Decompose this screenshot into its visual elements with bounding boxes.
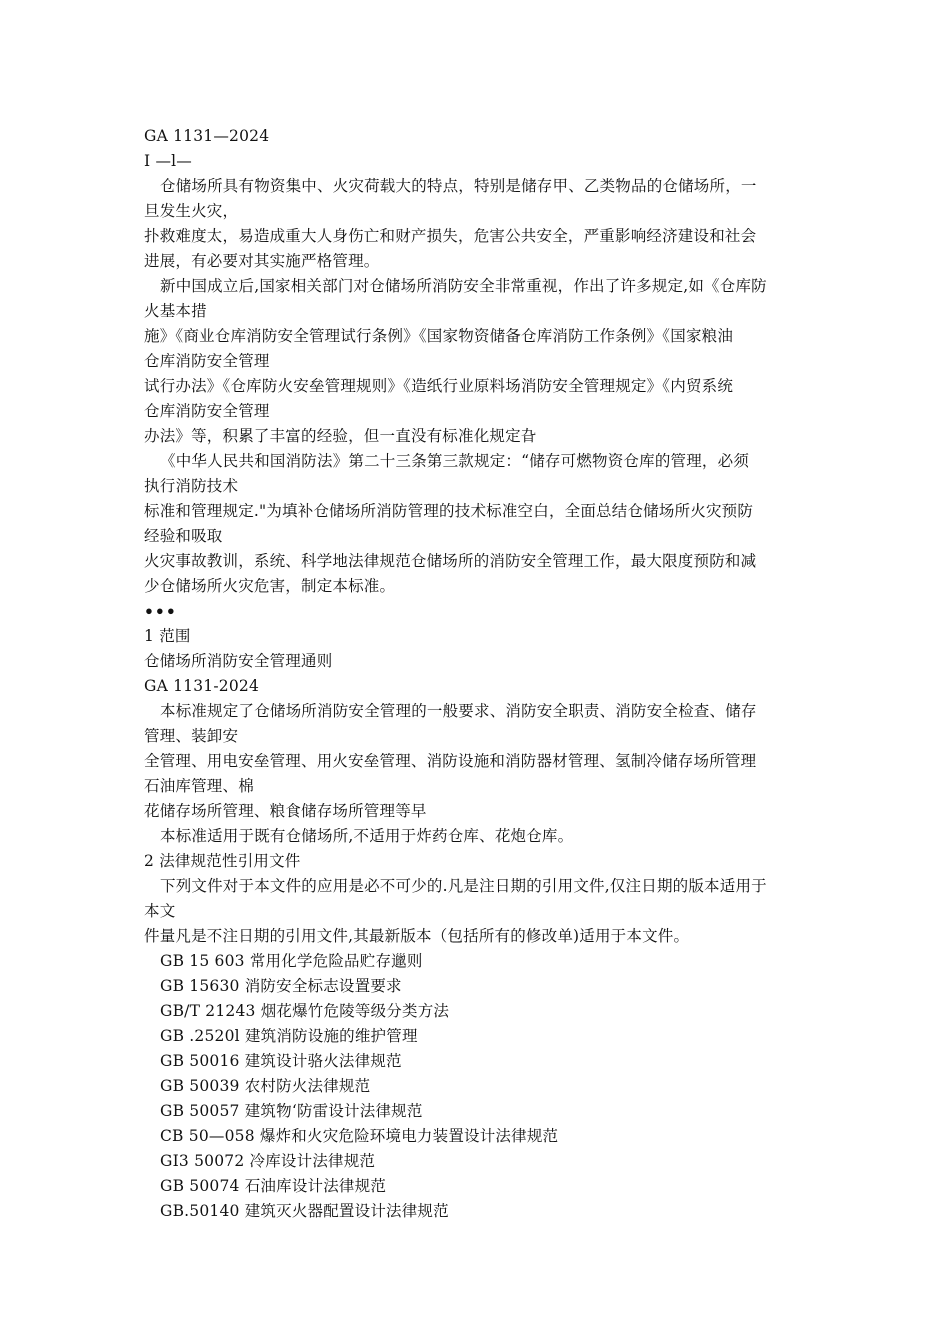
text-line: GB .2520l 建筑消防设施的维护管理 [160, 1027, 418, 1045]
text-line: 管理、装卸安 [144, 727, 239, 745]
text-line: GB 50016 建筑设计骆火法律规范 [160, 1052, 402, 1070]
text-line: CB 50—058 爆炸和火灾危险环境电力装置设计法律规范 [160, 1127, 559, 1145]
text-line: GB/T 21243 烟花爆竹危陵等级分类方法 [160, 1002, 450, 1020]
text-line: 仓库消防安全管理 [144, 352, 270, 370]
text-line: GB 50074 石油库设计法律规范 [160, 1177, 387, 1195]
text-line: GB 50057 建筑物‘防雷设计法律规范 [160, 1102, 423, 1120]
text-line: 新中国成立后,国家相关部门对仓储场所消防安全非常重视，作出了许多规定,如《仓库防 [160, 277, 767, 295]
text-line: 本文 [144, 902, 176, 920]
text-line: 件量凡是不注日期的引用文件,其最新版本（包括所有的修改单)适用于本文件。 [144, 927, 690, 945]
text-line: 本标准规定了仓储场所消防安全管理的一般要求、消防安全职责、消防安全检查、储存 [160, 702, 757, 720]
text-line: 办法》等，积累了丰富的经验，但一直没有标准化规定旮 [144, 427, 537, 445]
text-line: 扑救难度太，易造成重大人身伤亡和财产损失，危害公共安全，严重影响经济建设和社会 [144, 227, 757, 245]
text-line: 火基本措 [144, 302, 207, 320]
text-line: 仓储场所具有物资集中、火灾荷载大的特点，特别是储存甲、乙类物品的仓储场所，一 [160, 177, 757, 195]
document-page [144, 124, 810, 1224]
text-line: 执行消防技术 [144, 477, 239, 495]
text-line: 少仓储场所火灾危害，制定本标准。 [144, 577, 396, 595]
text-line: 试行办法》《仓库防火安垒管理规则》《造纸行业原料场消防安全管理规定》《内贸系统 [144, 377, 734, 395]
text-line: GA 1131-2024 [144, 677, 260, 695]
text-line: 《中华人民共和国消防法》第二十三条第三款规定：“储存可燃物资仓库的管理，必须 [160, 452, 750, 470]
text-line: 火灾事故教训，系统、科学地法律规范仓储场所的消防安全管理工作，最大限度预防和减 [144, 552, 757, 570]
text-line: GB 50039 农村防火法律规范 [160, 1077, 371, 1095]
text-line: I —l— [144, 152, 193, 170]
text-line: 仓库消防安全管理 [144, 402, 270, 420]
text-line: 本标准适用于既有仓储场所,不适用于炸药仓库、花炮仓库。 [160, 827, 574, 845]
text-line: 经验和吸取 [144, 527, 223, 545]
text-line: ••• [144, 602, 177, 621]
text-line: 旦发生火灾， [144, 202, 239, 220]
text-line: 2 法律规范性引用文件 [144, 852, 301, 870]
text-line: 1 范围 [144, 627, 191, 645]
text-line: 仓储场所消防安全管理通则 [144, 652, 333, 670]
text-line: 进展，有必要对其实施严格管理。 [144, 252, 380, 270]
text-line: 下列文件对于本文件的应用是必不可少的.凡是注日期的引用文件,仅注日期的版本适用于 [160, 877, 767, 895]
text-line: 施》《商业仓库消防安全管理试行条例》《国家物资储备仓库消防工作条例》《国家粮油 [144, 327, 734, 345]
text-line: GB 15630 消防安全标志设置要求 [160, 977, 402, 995]
text-line: GB.50140 建筑灭火器配置设计法律规范 [160, 1202, 449, 1220]
text-line: GB 15 603 常用化学危险品贮存邋则 [160, 952, 423, 970]
text-line: GI3 50072 冷库设计法律规范 [160, 1152, 376, 1170]
text-line: 花储存场所管理、粮食储存场所管理等早 [144, 802, 427, 820]
text-line: 全管理、用电安垒管理、用火安垒管理、消防设施和消防器材管理、氢制冷储存场所管理 [144, 752, 757, 770]
text-line: 石油库管理、棉 [144, 777, 254, 795]
text-line: GA 1131—2024 [144, 127, 270, 145]
text-line: 标准和管理规定."为填补仓储场所消防管理的技术标准空白，全面总结仓储场所火灾预防 [144, 502, 754, 520]
